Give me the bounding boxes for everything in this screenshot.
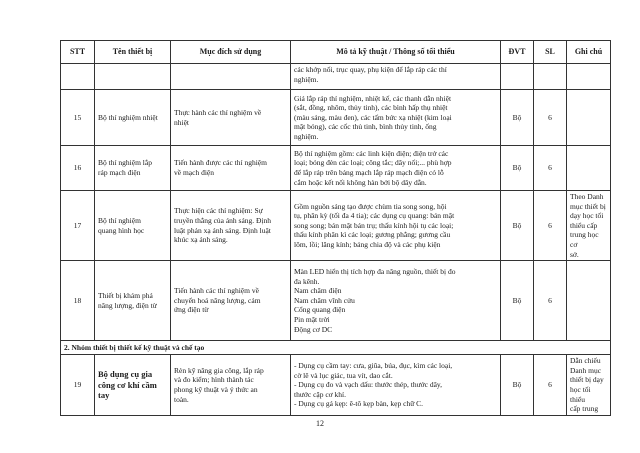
header-note: Ghi chú — [567, 41, 611, 64]
header-qty: SL — [534, 41, 567, 64]
header-unit: ĐVT — [501, 41, 534, 64]
name-cell: Thiết bị khám phá năng lượng, điện từ — [95, 261, 171, 341]
table-row — [61, 191, 611, 261]
description-cell: Gồm nguồn sáng tạo được chùm tia song song, hội tụ, phân kỳ (tối đa 4 tia); các dụng cụ quang: bản mặt song song; bán mặt bán trụ; thấu kính hội tụ các loại; thấu kính phân kì các loại; gương phẳng; gương cầu lõm, lồi; lăng kính; bảng chia độ và các phụ kiện — [291, 191, 501, 261]
stt-cell: 17 — [61, 191, 95, 261]
table-row — [61, 261, 611, 341]
purpose-cell: Thực hiện các thí nghiệm: Sự truyền thẳng của ánh sáng. Định luật phản xạ ánh sáng. Định luật khúc xạ ánh sáng. — [171, 191, 291, 261]
stt-cell: 16 — [61, 146, 95, 191]
note-cell — [567, 90, 611, 146]
qty-cell: 6 — [534, 355, 567, 416]
note-cell — [567, 146, 611, 191]
description-cell: Giá lắp ráp thí nghiệm, nhiệt kế, các thanh dẫn nhiệt (sắt, đồng, nhôm, thủy tinh), các bình hấp thụ nhiệt (màu sáng, màu đen), các tấm bức xạ nhiệt (kim loại mặt bóng), các cốc thủ tinh, bình thủy tinh, ống nghiệm. — [291, 90, 501, 146]
qty-cell: 6 — [534, 261, 567, 341]
stt-cell: 19 — [61, 355, 95, 416]
name-cell: Bộ thí nghiệm quang hình học — [95, 191, 171, 261]
description-cell: Bộ thí nghiệm gồm: các linh kiện điện; điện trở các loại; bóng đèn các loại; công tắc; dây nối;... phù hợp để lắp ráp trên bảng mạch lắp ráp mạch điện có lỗ cắm hoặc kết nối không hàn bởi bộ dây dẫn. — [291, 146, 501, 191]
qty-cell: 6 — [534, 146, 567, 191]
equipment-table — [60, 40, 611, 416]
unit-cell: Bộ — [501, 146, 534, 191]
stt-cell: 18 — [61, 261, 95, 341]
unit-cell: Bộ — [501, 261, 534, 341]
stt-cell: 15 — [61, 90, 95, 146]
note-cell: Dẫn chiếu Danh mục thiết bị dạy học tối thiểu cấp trung — [567, 355, 611, 416]
description-cell: Màn LED hiển thị tích hợp đa năng nguồn, thiết bị đo đa kênh. Nam châm điện Nam châm vĩnh cửu Cổng quang điện Pin mặt trời Động cơ DC — [291, 261, 501, 341]
purpose-cell: Tiến hành các thí nghiệm về chuyển hoá năng lượng, cảm ứng điện từ — [171, 261, 291, 341]
qty-cell: 6 — [534, 191, 567, 261]
description-cell: - Dụng cụ cầm tay: cưa, giũa, búa, đục, kìm các loại, cờ lê và lục giác, tua vít, dao cắt. - Dụng cụ đo và vạch dấu: thước thép, thước dây, thước cặp cơ khí. - Dụng cụ gá kẹp: ê-tô kẹp bàn, kẹp chữ C. — [291, 355, 501, 416]
table-row-continued — [61, 64, 611, 90]
name-cell: Bộ thí nghiệm lắp ráp mạch điện — [95, 146, 171, 191]
section-row — [61, 341, 611, 355]
table-row — [61, 146, 611, 191]
description-cell: các khớp nối, trục quay, phụ kiện để lắp ráp các thí nghiệm. — [291, 64, 501, 90]
header-name: Tên thiết bị — [95, 41, 171, 64]
purpose-cell: Tiến hành được các thí nghiệm về mạch điện — [171, 146, 291, 191]
name-cell: Bộ thí nghiệm nhiệt — [95, 90, 171, 146]
table-row — [61, 355, 611, 416]
unit-cell: Bộ — [501, 90, 534, 146]
table-row — [61, 90, 611, 146]
purpose-cell: Thực hành các thí nghiệm về nhiệt — [171, 90, 291, 146]
page-number: 12 — [316, 419, 324, 428]
qty-cell: 6 — [534, 90, 567, 146]
name-cell: Bộ dụng cụ gia công cơ khí cầm tay — [95, 355, 171, 416]
note-cell: Theo Danh mục thiết bị dạy học tối thiểu cấp trung học cơ sở. — [567, 191, 611, 261]
header-description: Mô tả kỹ thuật / Thông số tối thiểu — [291, 41, 501, 64]
header-stt: STT — [61, 41, 95, 64]
note-cell — [567, 261, 611, 341]
purpose-cell: Rèn kỹ năng gia công, lắp ráp và đo kiểm; hình thành tác phong kỹ thuật và ý thức an toàn. — [171, 355, 291, 416]
header-purpose: Mục đích sử dụng — [171, 41, 291, 64]
unit-cell: Bộ — [501, 191, 534, 261]
unit-cell: Bộ — [501, 355, 534, 416]
header-row — [61, 41, 611, 64]
section-title: 2. Nhóm thiết bị thiết kế kỹ thuật và chế tạo — [61, 341, 611, 355]
